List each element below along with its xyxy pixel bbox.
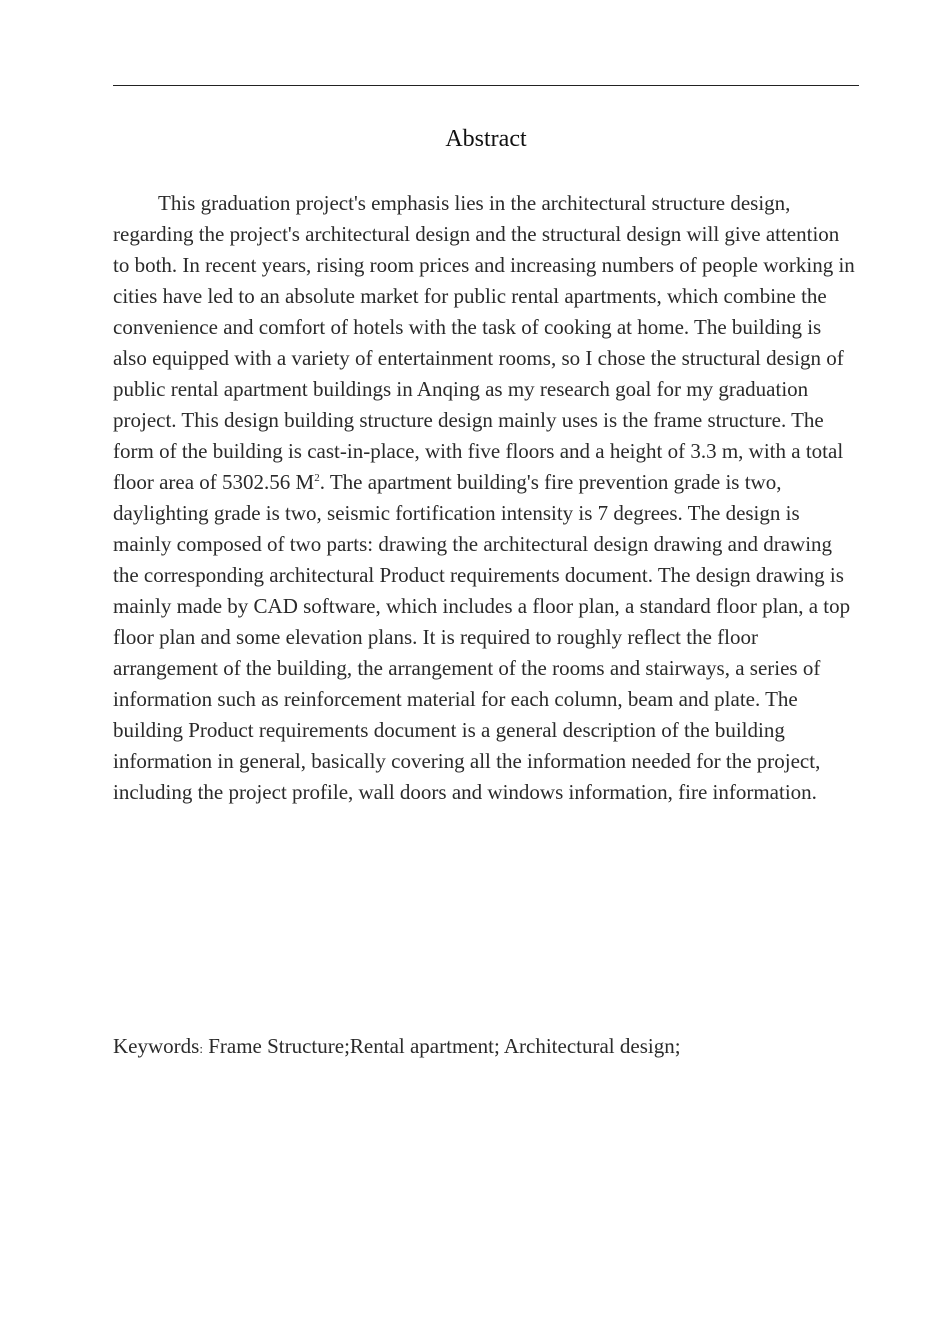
keywords-line — [113, 1031, 859, 1064]
area-unit-superscript: 2 — [314, 472, 320, 484]
abstract-paragraph — [113, 188, 859, 808]
abstract-text-part2: . The apartment building's fire prevention grade is two, daylighting grade is two, seismic fortification intensity is 7 degrees. The design is mainly composed of two parts: drawing the architectural design drawing and drawing the corresponding architectural Product requirements document. The design drawing is mainly made by CAD software, which includes a floor plan, a standard floor plan, a top floor plan and some elevation plans. It is required to roughly reflect the floor arrangement of the building, the arrangement of the rooms and stairways, a series of information such as reinforcement material for each column, beam and plate. The building Product requirements document is a general description of the building information in general, basically covering all the information needed for the project, including the project profile, wall doors and windows information, fire information. — [113, 470, 851, 804]
abstract-text-part1: This graduation project's emphasis lies in the architectural structure design, regarding the project's architectural design and the structural design will give attention to both. In recent years, rising room prices and increasing numbers of people working in cities have led to an absolute market for public rental apartments, which combine the convenience and comfort of hotels with the task of cooking at home. The building is also equipped with a variety of entertainment rooms, so I chose the structural design of public rental apartment buildings in Anqing as my research goal for my graduation project. This design building structure design mainly uses is the frame structure. The form of the building is cast-in-place, with five floors and a height of 3.3 m, with a total floor area of 5302.56 M — [113, 191, 855, 494]
keywords-value: Frame Structure;Rental apartment; Architectural design; — [202, 1034, 681, 1058]
header-rule — [113, 85, 859, 86]
keywords-colon: : — [199, 1041, 203, 1056]
keywords-label: Keywords — [113, 1034, 200, 1058]
page-title: Abstract — [445, 126, 527, 152]
document-page — [113, 0, 859, 1344]
